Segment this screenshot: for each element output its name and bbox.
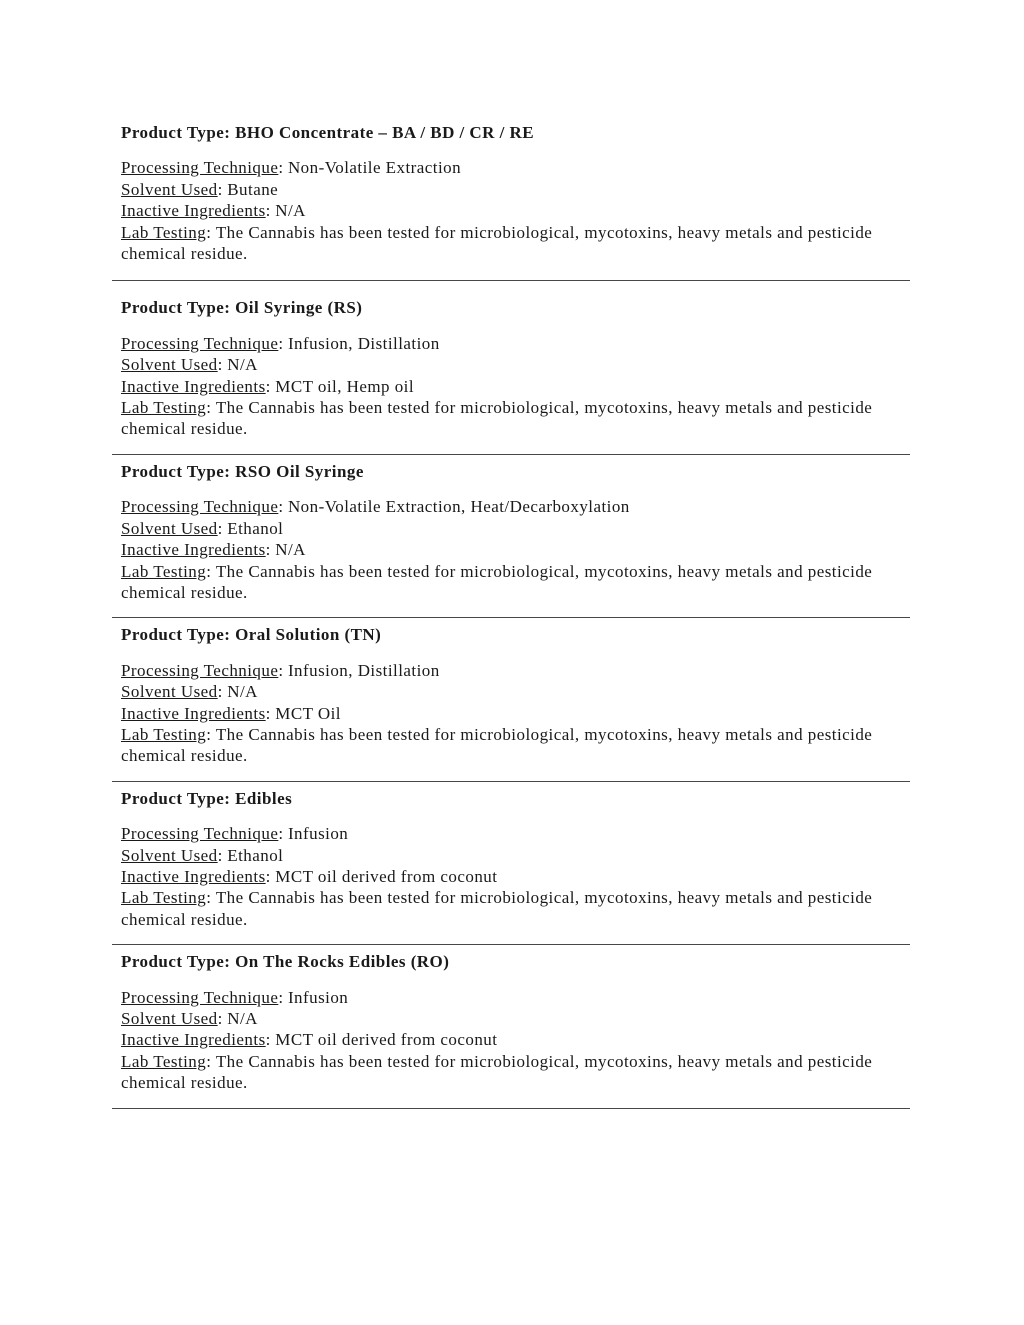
section-title: Product Type: Edibles — [121, 788, 293, 808]
field-value: MCT Oil — [275, 703, 341, 723]
field-line — [121, 703, 891, 724]
field-label: Lab Testing — [121, 398, 207, 418]
field-separator: : — [217, 1009, 223, 1028]
field-separator: : — [206, 222, 212, 242]
field-separator: : — [278, 497, 284, 517]
section-fields — [121, 496, 891, 603]
field-value: N/A — [275, 201, 306, 221]
field-value: Butane — [227, 179, 279, 199]
field-value: Ethanol — [227, 845, 284, 865]
field-value: N/A — [227, 682, 258, 702]
section-divider — [112, 454, 910, 455]
field-line — [121, 845, 891, 866]
field-line — [121, 376, 891, 397]
section-divider — [112, 944, 910, 945]
field-separator: : — [217, 518, 223, 538]
field-label: Inactive Ingredients — [121, 376, 266, 396]
section-fields — [121, 823, 891, 930]
section-divider — [112, 617, 910, 618]
product-section — [121, 951, 891, 1108]
field-label: Solvent Used — [121, 845, 218, 865]
field-label: Lab Testing — [121, 724, 207, 744]
product-section — [121, 297, 891, 454]
field-line — [121, 539, 891, 560]
field-line — [121, 200, 891, 221]
field-separator: : — [278, 333, 284, 353]
field-line — [121, 823, 891, 844]
field-line — [121, 660, 891, 681]
field-label: Solvent Used — [121, 518, 218, 538]
field-value: Infusion, Distillation — [287, 660, 440, 680]
product-section — [121, 788, 891, 945]
field-label: Processing Technique — [121, 824, 279, 844]
field-label: Lab Testing — [121, 561, 207, 581]
field-line — [121, 157, 891, 178]
field-value: The Cannabis has been tested for microbiological, mycotoxins, heavy metals and pesticide chemical residue. — [121, 1051, 873, 1093]
section-title: Product Type: On The Rocks Edibles (RO) — [121, 952, 450, 972]
field-label: Lab Testing — [121, 888, 207, 908]
product-section — [121, 461, 891, 618]
field-separator: : — [278, 987, 284, 1007]
section-title: Product Type: Oil Syringe (RS) — [121, 298, 363, 318]
field-label: Inactive Ingredients — [121, 540, 266, 560]
field-value: The Cannabis has been tested for microbiological, mycotoxins, heavy metals and pesticide chemical residue. — [121, 724, 873, 766]
field-line — [121, 1029, 891, 1050]
field-line — [121, 724, 891, 767]
field-separator: : — [265, 201, 271, 221]
field-value: The Cannabis has been tested for microbiological, mycotoxins, heavy metals and pesticide chemical residue. — [121, 398, 873, 439]
section-fields — [121, 157, 891, 264]
section-divider — [112, 1108, 910, 1109]
field-value: The Cannabis has been tested for microbiological, mycotoxins, heavy metals and pesticide chemical residue. — [121, 561, 873, 602]
field-line — [121, 1008, 891, 1029]
field-line — [121, 1051, 891, 1094]
field-value: Non-Volatile Extraction, Heat/Decarboxylation — [287, 497, 630, 517]
field-label: Inactive Ingredients — [121, 703, 266, 723]
field-separator: : — [217, 355, 223, 375]
field-label: Solvent Used — [121, 1009, 218, 1028]
section-divider — [112, 781, 910, 782]
field-separator: : — [217, 682, 223, 702]
field-separator: : — [206, 561, 212, 581]
field-value: N/A — [227, 355, 258, 375]
field-label: Solvent Used — [121, 179, 218, 199]
field-separator: : — [217, 179, 223, 199]
field-value: Infusion — [287, 987, 349, 1007]
field-label: Inactive Ingredients — [121, 866, 266, 886]
field-value: N/A — [227, 1009, 258, 1028]
field-separator: : — [265, 540, 271, 560]
product-section — [121, 624, 891, 781]
section-title: Product Type: Oral Solution (TN) — [121, 625, 382, 645]
field-separator: : — [206, 724, 212, 744]
field-value: The Cannabis has been tested for microbiological, mycotoxins, heavy metals and pesticide chemical residue. — [121, 222, 873, 264]
field-label: Inactive Ingredients — [121, 201, 266, 221]
field-line — [121, 397, 891, 440]
field-separator: : — [265, 703, 271, 723]
field-label: Solvent Used — [121, 682, 218, 702]
field-line — [121, 887, 891, 930]
section-divider — [112, 280, 910, 281]
field-line — [121, 518, 891, 539]
field-value: MCT oil derived from coconut — [275, 1030, 498, 1050]
field-separator: : — [265, 866, 271, 886]
field-label: Processing Technique — [121, 158, 279, 178]
field-separator: : — [217, 845, 223, 865]
field-value: Non-Volatile Extraction — [287, 158, 462, 178]
field-separator: : — [265, 376, 271, 396]
field-label: Lab Testing — [121, 222, 207, 242]
field-label: Processing Technique — [121, 660, 279, 680]
field-line — [121, 354, 891, 375]
field-value: Infusion, Distillation — [287, 333, 440, 353]
field-line — [121, 333, 891, 354]
field-value: Infusion — [287, 824, 349, 844]
field-separator: : — [278, 158, 284, 178]
field-label: Processing Technique — [121, 333, 279, 353]
product-section — [121, 122, 891, 281]
field-separator: : — [278, 660, 284, 680]
section-title: Product Type: RSO Oil Syringe — [121, 461, 364, 481]
field-value: MCT oil derived from coconut — [275, 866, 498, 886]
field-line — [121, 866, 891, 887]
field-separator: : — [265, 1030, 271, 1050]
field-separator: : — [278, 824, 284, 844]
field-separator: : — [206, 1051, 212, 1071]
field-value: The Cannabis has been tested for microbiological, mycotoxins, heavy metals and pesticide chemical residue. — [121, 888, 873, 929]
field-value: Ethanol — [227, 518, 284, 538]
field-label: Inactive Ingredients — [121, 1030, 266, 1050]
field-label: Processing Technique — [121, 987, 279, 1007]
field-label: Solvent Used — [121, 355, 218, 375]
field-line — [121, 222, 891, 265]
field-line — [121, 496, 891, 517]
section-title: Product Type: BHO Concentrate – BA / BD / CR / RE — [121, 123, 535, 142]
section-fields — [121, 660, 891, 767]
field-line — [121, 179, 891, 200]
field-label: Processing Technique — [121, 497, 279, 517]
field-value: N/A — [275, 540, 306, 560]
section-fields — [121, 333, 891, 440]
field-separator: : — [206, 398, 212, 418]
field-separator: : — [206, 888, 212, 908]
field-label: Lab Testing — [121, 1051, 207, 1071]
section-fields — [121, 987, 891, 1094]
field-line — [121, 561, 891, 604]
field-line — [121, 987, 891, 1008]
field-value: MCT oil, Hemp oil — [275, 376, 415, 396]
field-line — [121, 681, 891, 702]
